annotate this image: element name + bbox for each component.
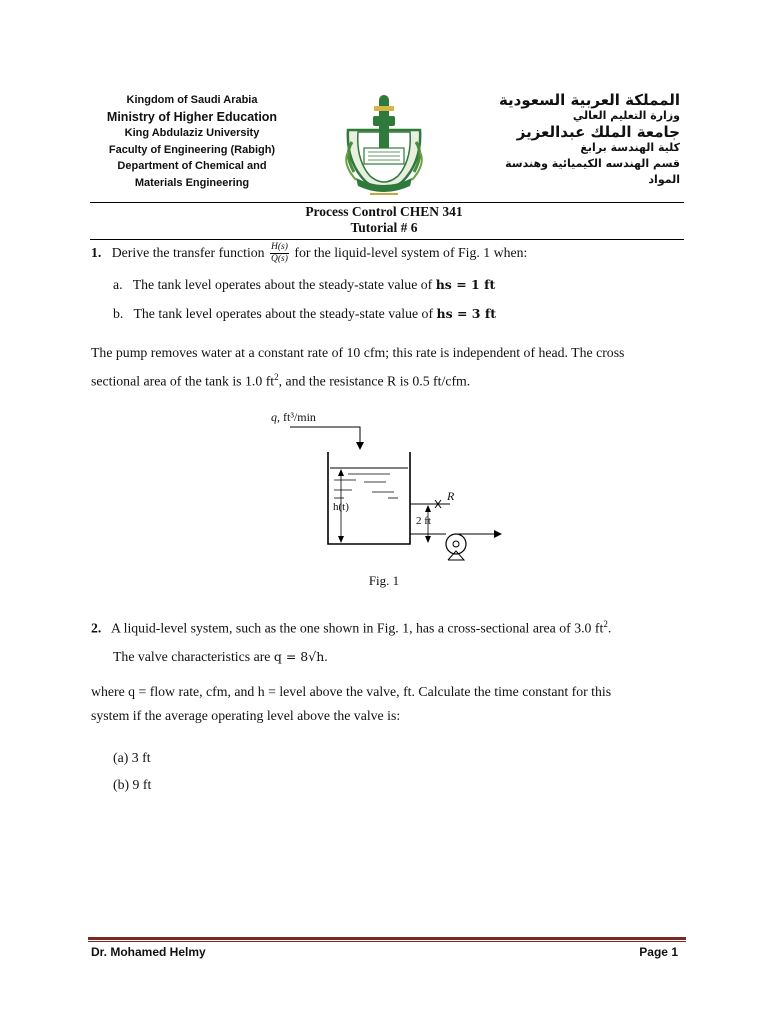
- question-2-option-a: (a) 3 ft: [113, 750, 151, 765]
- level-label: h(t): [333, 501, 349, 513]
- pump-line-2-sup: 2: [274, 372, 279, 382]
- arabic-line-faculty: كلية الهندسة برابغ: [580, 141, 680, 154]
- institution-header-english: [92, 92, 292, 191]
- item-a-label: a.: [113, 277, 123, 292]
- question-2-option-b: (b) 9 ft: [113, 777, 152, 792]
- question-1-number: 1.: [91, 245, 102, 260]
- question-2-number: 2.: [91, 620, 102, 636]
- liquid-level-system-diagram: [290, 410, 520, 570]
- fraction-denominator: Q(s): [271, 254, 288, 265]
- item-a-math: hs = 1 ft: [435, 277, 496, 292]
- valve-characteristics-text: The valve characteristics are: [113, 648, 271, 664]
- pump-paragraph-line-2: [91, 365, 681, 394]
- item-b-math: hs = 3 ft: [436, 306, 497, 321]
- valve-characteristics-math: q = 8√h: [273, 648, 325, 664]
- question-2-line-1-pre: A liquid-level system, such as the one shown in Fig. 1, has a cross-sectional area of 3.0 ft: [110, 620, 604, 636]
- item-b-label: b.: [113, 306, 124, 321]
- arabic-line-university: جامعة الملك عبدالعزيز: [516, 123, 680, 141]
- question-2-paragraph-line-1: where q = flow rate, cfm, and h = level above the valve, ft. Calculate the time constant for this: [91, 684, 612, 699]
- item-a-text: The tank level operates about the steady-state value of: [132, 277, 433, 292]
- flow-label-units: , ft³/min: [277, 410, 316, 424]
- header-line-department: Department of Chemical and: [117, 160, 267, 172]
- question-2-line-2: [91, 645, 681, 669]
- pump-paragraph: [91, 341, 681, 394]
- transfer-function-fraction: [270, 242, 289, 265]
- header-line-ministry: Ministry of Higher Education: [106, 109, 278, 124]
- header-rule-top: [90, 202, 684, 203]
- header-line-department-cont: Materials Engineering: [134, 176, 250, 189]
- question-1-text-before: Derive the transfer function: [111, 245, 265, 260]
- footer-rule-thin: [88, 941, 686, 942]
- header-line-kingdom: Kingdom of Saudi Arabia: [126, 94, 258, 106]
- pump-paragraph-line-1: The pump removes water at a constant rate of 10 cfm; this rate is independent of head. The cross: [91, 345, 625, 360]
- question-2-paragraph-line-2: system if the average operating level above the valve is:: [91, 708, 401, 723]
- resistance-label: R: [447, 489, 455, 503]
- question-1-item-a: [113, 273, 673, 297]
- question-1: [91, 241, 681, 265]
- arabic-line-department: قسم الهندسه الكيميائية وهندسة المواد: [505, 157, 680, 186]
- course-title: Process Control CHEN 341: [305, 204, 463, 219]
- institution-header-arabic: [470, 92, 680, 188]
- arabic-line-ministry: وزارة التعليم العالي: [572, 109, 680, 122]
- question-2: [91, 612, 681, 669]
- question-2-line-1: [91, 612, 681, 641]
- question-2-line-2-post: .: [324, 648, 328, 664]
- pump-line-2-pre: sectional area of the tank is 1.0 ft: [91, 373, 275, 389]
- arabic-line-kingdom: المملكة العربية السعودية: [498, 91, 680, 109]
- header-line-university: King Abdulaziz University: [124, 127, 260, 139]
- question-2-line-1-sup: 2: [603, 619, 608, 629]
- fraction-numerator: H(s): [271, 242, 288, 253]
- tutorial-title: Tutorial # 6: [350, 220, 418, 235]
- question-2-paragraph: [91, 680, 681, 728]
- pump-line-2-post: , and the resistance R is 0.5 ft/cfm.: [278, 373, 471, 389]
- question-1-item-b: [113, 302, 673, 326]
- question-2-line-1-post: .: [607, 620, 612, 636]
- footer-page-number: Page 1: [639, 945, 678, 959]
- question-1-text-after: for the liquid-level system of Fig. 1 when:: [294, 245, 528, 260]
- item-b-text: The tank level operates about the steady-state value of: [133, 306, 434, 321]
- flow-label-var: q: [271, 410, 277, 424]
- footer-author: Dr. Mohamed Helmy: [91, 945, 206, 959]
- header-rule-bottom: [90, 239, 684, 240]
- height-label: 2 ft: [416, 515, 431, 527]
- header-line-faculty: Faculty of Engineering (Rabigh): [108, 143, 276, 156]
- footer-rule-thick: [88, 937, 686, 940]
- university-emblem-logo: [338, 92, 430, 202]
- figure-caption: Fig. 1: [368, 573, 400, 588]
